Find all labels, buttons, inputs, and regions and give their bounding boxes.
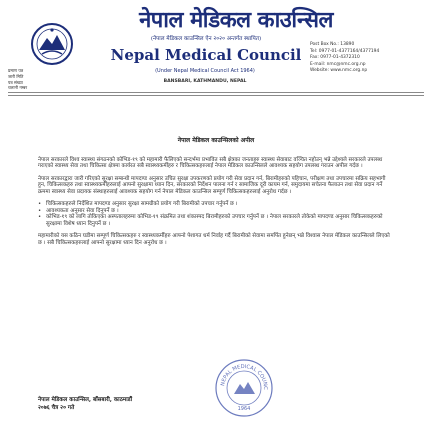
seal-text: NEPAL MEDICAL COUNC (220, 363, 269, 390)
council-logo-icon (30, 22, 74, 66)
header-divider (8, 92, 424, 93)
letterhead-reference-note (8, 68, 86, 91)
closing-paragraph: महामारीको यस कठिन घडीमा सम्पूर्ण चिकित्सकहरु र स्वास्थ्यकर्मीहरु आफ्नो पेशागत धर्म निर्वाह गर्दै बिरामीको सेवामा समर्पित हुनेछन् भन्ने विश्वास नेपाल मेडिकल काउन्सिलले लिएको छ । सबै चिकित्सकहरुलाई आफ्नो सुरक्षामा ध्यान दिन अनुरोध छ । (38, 233, 390, 246)
contact-website: Website: www.nmc.org.np (310, 68, 368, 74)
council-address: BANSBARI, KATHMANDU, NEPAL (163, 79, 247, 84)
council-act-english: (Under Nepal Medical Council Act 1964) (155, 68, 255, 74)
list-item: • कोभिड-१९ को लागि तोकिएका अस्पतालहरुमा कोभिड-१९ संक्रमित तथा शंकास्पद बिरामीहरुको उपचार गर्नुपर्ने छ । नेपाल सरकारले तोकेको मापदण्ड अनुसार चिकित्सकहरुको सुरक्षामा विशेष ध्यान दिनुपर्ने छ । (38, 214, 390, 227)
contact-fax: Fax: 0977-01-4372310 (310, 55, 360, 61)
council-act-nepali: (नेपाल मेडिकल काउन्सिल ऐन २०२० अन्तर्गत स्थापित) (150, 36, 262, 42)
contact-email: E-mail: nmc@nmc.org.np (310, 61, 366, 67)
list-item: • चिकित्सकहरुले निर्देशित मापदण्ड अनुसार सुरक्षा सामग्रीको प्रयोग गरी बिरामीको उपचार गर्नुपर्ने छ । (38, 201, 390, 207)
contact-phone: Tel: 0977-01-4377164/4377194 (310, 48, 380, 54)
reference-line: जारी मिति (8, 73, 24, 79)
letterhead (0, 0, 432, 100)
official-seal-icon (214, 358, 274, 418)
document-body (38, 157, 390, 252)
council-name-nepali: नेपाल मेडिकल काउन्सिल (139, 7, 333, 33)
document-date: २०७६ चैत्र २० गते (38, 405, 75, 411)
document-title: नेपाल मेडिकल काउन्सिलको अपील (177, 137, 255, 144)
reference-line: चलानी नम्बर (8, 85, 28, 91)
signatory-name: नेपाल मेडिकल काउन्सिल, बाँसबारी, काठमाडौं (38, 397, 133, 403)
header-divider (8, 95, 424, 96)
reference-line: पत्र संख्या (8, 79, 23, 85)
signature-block (38, 396, 188, 412)
body-paragraph: नेपाल सरकारद्वारा जारी गरिएको सुरक्षा सम्बन्धी मापदण्ड अनुसार उचित सुरक्षा उपकरणको प्रयोग गरी सेवा प्रदान गर्न, बिरामीहरुको पहिचान, परीक्षण तथा उपचारमा सक्रिय सहभागी हुन, चिकित्सकहरु तथा स्वास्थ्यकर्मीहरुलाई आफ्नो सुरक्षामा ध्यान दिन, सरकारको निर्देशन पालना गर्न र सामाजिक दूरी कायम गर्न, समुदायमा सचेतना फैलाउन तथा सेवा प्रदान गर्ने क्रममा स्वास्थ्य सेवा प्रदायक संस्थाहरुलाई आवश्यक सहयोग गर्न नेपाल मेडिकल काउन्सिल सम्पूर्ण चिकित्सकहरुलाई अनुरोध गर्दछ । (38, 175, 386, 195)
contact-info (310, 42, 426, 75)
list-item: • आवश्यकता अनुसार सेवा दिनुपर्ने छ । (38, 208, 390, 214)
instruction-list (38, 201, 390, 227)
contact-post-box: Post Box No.: 13890 (310, 42, 355, 47)
council-name-english: Nepal Medical Council (110, 46, 302, 64)
seal-year: 1964 (237, 406, 251, 412)
reference-line: प्रमाण पत्र (8, 68, 24, 73)
body-paragraph: नेपाल सरकारले विश्व स्वास्थ्य संगठनको कोभिड-१९ को महामारी फैलिएको सन्दर्भमा प्रभावित सबै क्षेत्रका जनताहरु स्वास्थ्य सेवाबाट वञ्चित नहोउन् भन्ने उद्देश्यले सरकारले उपलब्ध गराएको स्वास्थ्य सेवा तथा चिकित्सा क्षेत्रमा कार्यरत सबै स्वास्थ्यकर्मीहरु र चिकित्सकहरुलाई नेपाल मेडिकल काउन्सिलले आवश्यक सहयोग उपलब्ध गराउन अपील गर्दछ । (38, 157, 383, 170)
